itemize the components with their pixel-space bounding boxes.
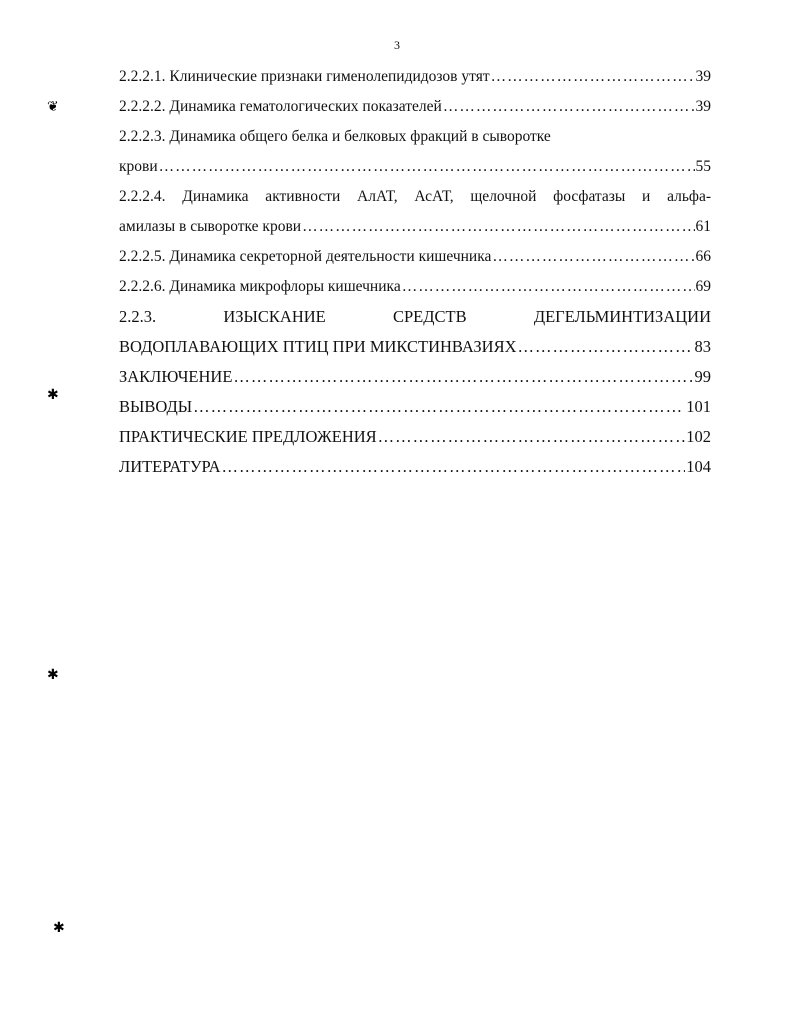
toc-entry-page: 66 xyxy=(695,248,711,265)
toc-entry-2-2-2-3-line1 xyxy=(119,122,711,152)
toc-entry-2-2-2-1 xyxy=(119,62,711,92)
toc-leader-dots xyxy=(159,152,695,182)
toc-entry-page: 104 xyxy=(686,457,711,476)
table-of-contents xyxy=(119,62,711,482)
toc-entry-2-2-2-4-line1 xyxy=(119,182,711,212)
toc-entry-title: ПРАКТИЧЕСКИЕ ПРЕДЛОЖЕНИЯ xyxy=(119,427,377,446)
toc-entry-2-2-2-2 xyxy=(119,92,711,122)
toc-leader-dots xyxy=(302,212,694,242)
toc-entry-page: 61 xyxy=(695,218,711,235)
toc-entry-page: 101 xyxy=(686,397,711,416)
toc-entry-title: 2.2.2.5. Динамика секреторной деятельности кишечника xyxy=(119,248,492,265)
toc-entry-title: ВОДОПЛАВАЮЩИХ ПТИЦ ПРИ МИКСТИНВАЗИЯХ xyxy=(119,337,517,356)
toc-entry-page: 99 xyxy=(694,367,711,386)
toc-entry-2-2-2-5 xyxy=(119,242,711,272)
toc-entry-page: 55 xyxy=(695,158,711,175)
margin-mark-icon: ❦ xyxy=(47,99,59,115)
toc-entry-page: 69 xyxy=(695,278,711,295)
toc-entry-page: 102 xyxy=(686,427,711,446)
toc-entry-2-2-3-line2 xyxy=(119,332,711,362)
page-number: 3 xyxy=(394,38,400,52)
toc-leader-dots xyxy=(518,332,694,362)
toc-leader-dots xyxy=(222,452,686,482)
toc-leader-dots xyxy=(443,92,695,122)
margin-mark-icon: ✱ xyxy=(47,387,59,403)
toc-entry-2-2-3-line1 xyxy=(119,302,711,332)
toc-entry-title: 2.2.3. ИЗЫСКАНИЕ СРЕДСТВ ДЕГЕЛЬМИНТИЗАЦИИ xyxy=(119,307,711,326)
toc-leader-dots xyxy=(492,242,694,272)
toc-entry-title: крови xyxy=(119,158,158,175)
toc-entry-2-2-2-6 xyxy=(119,272,711,302)
toc-entry-findings xyxy=(119,392,711,422)
toc-entry-2-2-2-4-line2 xyxy=(119,212,711,242)
toc-entry-title: ЛИТЕРАТУРА xyxy=(119,457,221,476)
toc-leader-dots xyxy=(233,362,693,392)
toc-entry-page: 39 xyxy=(695,68,711,85)
toc-entry-conclusion xyxy=(119,362,711,392)
margin-mark-icon: ✱ xyxy=(53,920,65,936)
toc-entry-literature xyxy=(119,452,711,482)
toc-entry-page: 39 xyxy=(695,98,711,115)
toc-entry-title: 2.2.2.1. Клинические признаки гименолепидидозов утят xyxy=(119,68,490,85)
toc-entry-title: амилазы в сыворотке крови xyxy=(119,218,302,235)
toc-entry-practical-proposals xyxy=(119,422,711,452)
toc-entry-title: ЗАКЛЮЧЕНИЕ xyxy=(119,367,233,386)
toc-entry-title: 2.2.2.4. Динамика активности АлАТ, АсАТ, щелочной фосфатазы и альфа- xyxy=(119,188,711,205)
toc-entry-title: 2.2.2.6. Динамика микрофлоры кишечника xyxy=(119,278,401,295)
toc-entry-title: 2.2.2.3. Динамика общего белка и белковых фракций в сыворотке xyxy=(119,128,551,145)
toc-leader-dots xyxy=(402,272,695,302)
toc-leader-dots xyxy=(491,62,695,92)
toc-leader-dots xyxy=(193,392,685,422)
toc-entry-2-2-2-3-line2 xyxy=(119,152,711,182)
toc-entry-title: 2.2.2.2. Динамика гематологических показателей xyxy=(119,98,442,115)
margin-mark-icon: ✱ xyxy=(47,667,59,683)
toc-leader-dots xyxy=(378,422,686,452)
toc-entry-page: 83 xyxy=(694,337,711,356)
toc-entry-title: ВЫВОДЫ xyxy=(119,397,193,416)
